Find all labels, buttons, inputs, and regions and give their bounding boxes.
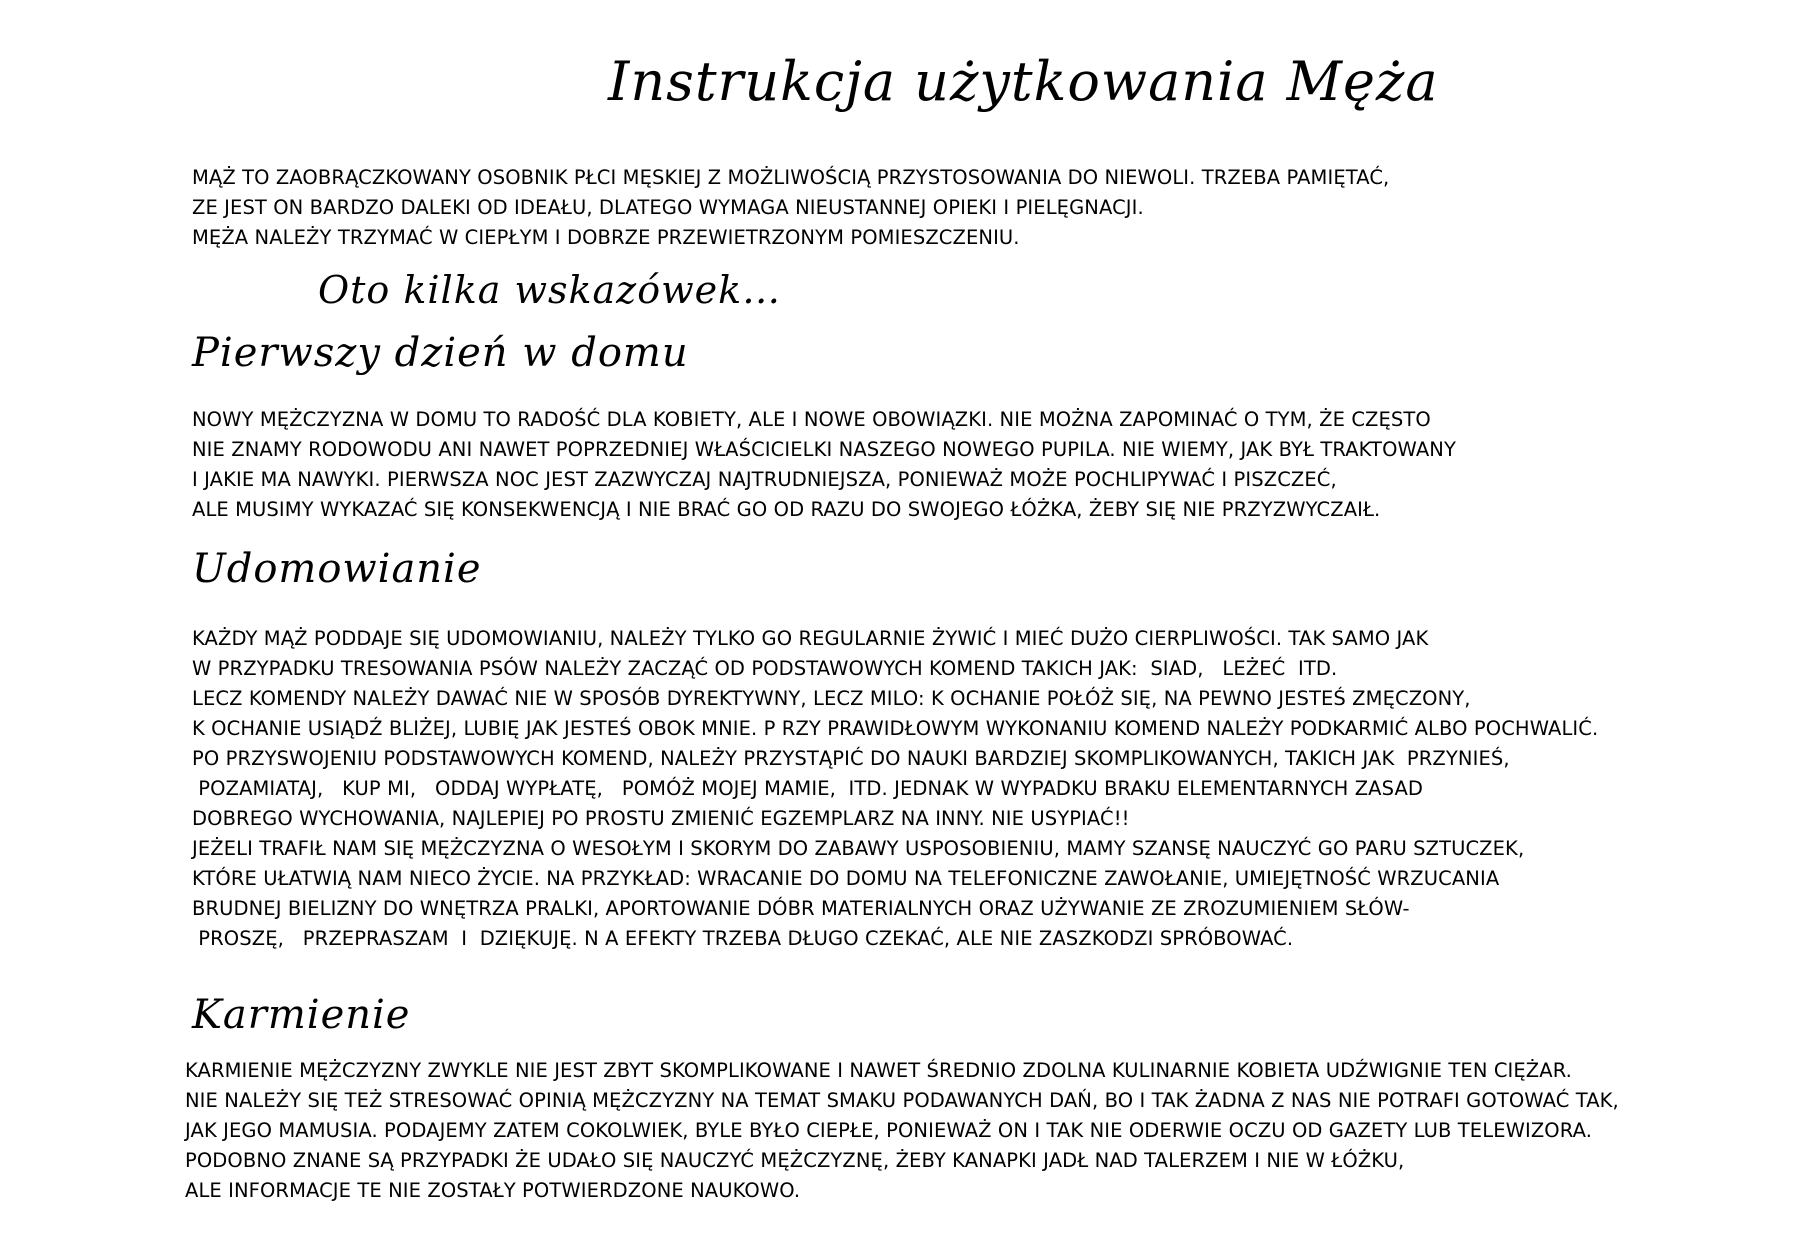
paragraph-line: NIE NALEŻY SIĘ TEŻ STRESOWAĆ OPINIĄ MĘŻCZYZNY NA TEMAT SMAKU PODAWANYCH DAŃ, BO I TAK ŻADNA Z NAS NIE POTRAFI GOTOWAĆ TAK, — [185, 1089, 1619, 1112]
paragraph-line: DOBREGO WYCHOWANIA, NAJLEPIEJ PO PROSTU ZMIENIĆ EGZEMPLARZ NA INNY. NIE USYPIAĆ!! — [192, 807, 1130, 830]
paragraph-line: JAK JEGO MAMUSIA. PODAJEMY ZATEM COKOLWIEK, BYLE BYŁO CIEPŁE, PONIEWAŻ ON I TAK NIE ODERWIE OCZU OD GAZETY LUB TELEWIZORA. — [185, 1119, 1593, 1142]
intro-line: ZE JEST ON BARDZO DALEKI OD IDEAŁU, DLATEGO WYMAGA NIEUSTANNEJ OPIEKI I PIELĘGNACJI. — [192, 196, 1144, 219]
paragraph-line: POZAMIATAJ, KUP MI, ODDAJ WYPŁATĘ, POMÓŻ MOJEJ MAMIE, ITD. JEDNAK W WYPADKU BRAKU ELEMENTARNYCH ZASAD — [192, 777, 1424, 800]
paragraph-line: PO PRZYSWOJENIU PODSTAWOWYCH KOMEND, NALEŻY PRZYSTĄPIĆ DO NAUKI BARDZIEJ SKOMPLIKOWANYCH, TAKICH JAK PRZYNIEŚ, — [192, 747, 1510, 770]
paragraph-line: PROSZĘ, PRZEPRASZAM I DZIĘKUJĘ. N A EFEKTY TRZEBA DŁUGO CZEKAĆ, ALE NIE ZASZKODZI SPRÓBOWAĆ. — [192, 927, 1294, 950]
section-paragraph-domestication — [192, 624, 1598, 954]
section-paragraph-first-day — [192, 405, 1456, 525]
paragraph-line: BRUDNEJ BIELIZNY DO WNĘTRZA PRALKI, APORTOWANIE DÓBR MATERIALNYCH ORAZ UŻYWANIE ZE ZROZUMIENIEM SŁÓW- — [192, 897, 1410, 920]
paragraph-line: K OCHANIE USIĄDŹ BLIŻEJ, LUBIĘ JAK JESTEŚ OBOK MNIE. P RZY PRAWIDŁOWYM WYKONANIU KOMEND NALEŻY PODKARMIĆ ALBO POCHWALIĆ. — [192, 717, 1599, 740]
intro-line: MĄŻ TO ZAOBRĄCZKOWANY OSOBNIK PŁCI MĘSKIEJ Z MOŻLIWOŚCIĄ PRZYSTOSOWANIA DO NIEWOLI. TRZEBA PAMIĘTAĆ, — [192, 166, 1390, 189]
paragraph-line: PODOBNO ZNANE SĄ PRZYPADKI ŻE UDAŁO SIĘ NAUCZYĆ MĘŻCZYZNĘ, ŻEBY KANAPKI JADŁ NAD TALERZEM I NIE W ŁÓŻKU, — [185, 1149, 1405, 1172]
intro-paragraph — [192, 163, 1389, 253]
intro-line: MĘŻA NALEŻY TRZYMAĆ W CIEPŁYM I DOBRZE PRZEWIETRZONYM POMIESZCZENIU. — [192, 226, 1020, 249]
paragraph-line: NIE ZNAMY RODOWODU ANI NAWET POPRZEDNIEJ WŁAŚCICIELKI NASZEGO NOWEGO PUPILA. NIE WIEMY, JAK BYŁ TRAKTOWANY — [192, 438, 1456, 461]
paragraph-line: LECZ KOMENDY NALEŻY DAWAĆ NIE W SPOSÓB DYREKTYWNY, LECZ MILO: K OCHANIE POŁÓŻ SIĘ, NA PEWNO JESTEŚ ZMĘCZONY, — [192, 687, 1471, 710]
paragraph-line: W PRZYPADKU TRESOWANIA PSÓW NALEŻY ZACZĄĆ OD PODSTAWOWYCH KOMEND TAKICH JAK: SIAD, LEŻEĆ ITD. — [192, 657, 1338, 680]
section-heading-feeding: Karmienie — [192, 992, 411, 1038]
section-heading-domestication: Udomowianie — [192, 546, 482, 592]
paragraph-line: ALE INFORMACJE TE NIE ZOSTAŁY POTWIERDZONE NAUKOWO. — [185, 1179, 801, 1202]
section-heading-first-day: Pierwszy dzień w domu — [192, 330, 689, 376]
tips-subtitle: Oto kilka wskazówek… — [318, 268, 782, 312]
paragraph-line: ALE MUSIMY WYKAZAĆ SIĘ KONSEKWENCJĄ I NIE BRAĆ GO OD RAZU DO SWOJEGO ŁÓŻKA, ŻEBY SIĘ NIE PRZYZWYCZAIŁ. — [192, 498, 1381, 521]
paragraph-line: NOWY MĘŻCZYZNA W DOMU TO RADOŚĆ DLA KOBIETY, ALE I NOWE OBOWIĄZKI. NIE MOŻNA ZAPOMINAĆ O TYM, ŻE CZĘSTO — [192, 408, 1431, 431]
section-paragraph-feeding — [185, 1056, 1619, 1206]
paragraph-line: I JAKIE MA NAWYKI. PIERWSZA NOC JEST ZAZWYCZAJ NAJTRUDNIEJSZA, PONIEWAŻ MOŻE POCHLIPYWAĆ I PISZCZEĆ, — [192, 468, 1337, 491]
paragraph-line: KTÓRE UŁATWIĄ NAM NIECO ŻYCIE. NA PRZYKŁAD: WRACANIE DO DOMU NA TELEFONICZNE ZAWOŁANIE, UMIEJĘTNOŚĆ WRZUCANIA — [192, 867, 1500, 890]
document-title: Instrukcja użytkowania Męża — [608, 50, 1439, 113]
paragraph-line: KARMIENIE MĘŻCZYZNY ZWYKLE NIE JEST ZBYT SKOMPLIKOWANE I NAWET ŚREDNIO ZDOLNA KULINARNIE KOBIETA UDŹWIGNIE TEN CIĘŻAR. — [185, 1059, 1572, 1082]
paragraph-line: KAŻDY MĄŻ PODDAJE SIĘ UDOMOWIANIU, NALEŻY TYLKO GO REGULARNIE ŻYWIĆ I MIEĆ DUŻO CIERPLIWOŚCI. TAK SAMO JAK — [192, 627, 1429, 650]
paragraph-line: JEŻELI TRAFIŁ NAM SIĘ MĘŻCZYZNA O WESOŁYM I SKORYM DO ZABAWY USPOSOBIENIU, MAMY SZANSĘ NAUCZYĆ GO PARU SZTUCZEK, — [192, 837, 1525, 860]
